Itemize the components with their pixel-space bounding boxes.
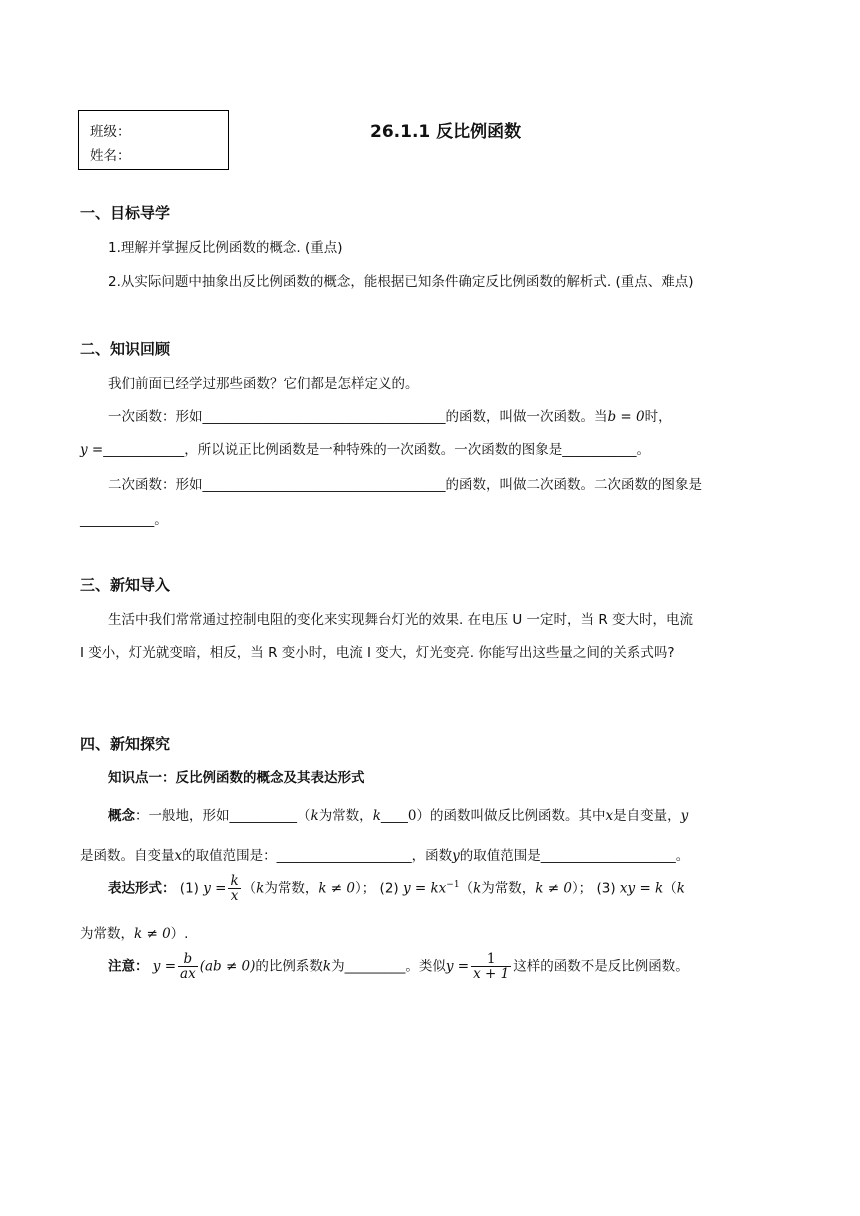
form-3-end: ）. — [170, 926, 189, 942]
quad-form-blank[interactable]: ____________________________________ — [202, 477, 446, 493]
concept-line-1 — [108, 804, 688, 824]
form-2-rhs: kx — [430, 880, 447, 897]
var-y: y — [680, 808, 689, 824]
form-3-number: (3) — [596, 880, 616, 897]
concept-text-g: 的取值范围是： — [182, 848, 277, 864]
var-k: k — [676, 880, 685, 897]
note-text-d: 。类似 — [405, 958, 446, 975]
linear-condition: b = 0 — [607, 409, 645, 425]
section4-heading: 四、新知探究 — [80, 735, 171, 753]
goal-item-1: 1.理解并掌握反比例函数的概念. (重点) — [108, 240, 343, 256]
k-not-zero: k ≠ 0 — [318, 880, 355, 897]
concept-text-c: 为常数， — [318, 808, 373, 824]
linear-function-line-2 — [80, 438, 650, 458]
section3-heading: 三、新知导入 — [80, 576, 171, 594]
fraction-denominator: x — [230, 888, 239, 905]
linear-text-a: 一次函数：形如 — [108, 409, 203, 425]
intro-paragraph-line-1: 生活中我们常常通过控制电阻的变化来实现舞台灯光的效果. 在电压 U 一定时，当 R 变大时，电流 — [108, 612, 694, 628]
section1-heading: 一、目标导学 — [80, 204, 171, 222]
note-fraction-2 — [471, 952, 511, 981]
quad-text-b: 的函数，叫做二次函数。二次函数的图象是 — [445, 477, 702, 493]
var-k: k — [256, 880, 265, 897]
note-y-eq-2: y = — [445, 958, 470, 975]
var-x: x — [174, 848, 183, 864]
zero: 0 — [407, 808, 417, 824]
y-equals: y = — [80, 442, 104, 458]
form-1-y-eq: y = — [203, 880, 227, 897]
goal-item-2: 2.从实际问题中抽象出反比例函数的概念，能根据已知条件确定反比例函数的解析式. (重点、难点) — [108, 274, 694, 290]
linear-text-c: 时， — [644, 409, 672, 425]
concept-label: 概念 — [108, 808, 135, 824]
coefficient-blank[interactable]: _________ — [344, 958, 406, 975]
expression-forms-line: 表达形式： (1) y = $\frac{k}{x}$ （k为常数，k ≠ 0）； (2) $y = kx^{-1}(k$为常数，k ≠ 0）； (3) xy = k（k — [108, 873, 685, 905]
note-y-eq: y = — [152, 958, 177, 975]
concept-form-blank[interactable]: __________ — [229, 808, 297, 824]
linear-graph-blank[interactable]: ___________ — [562, 442, 637, 458]
linear-function-line — [108, 405, 672, 425]
linear-text-b: 的函数，叫做一次函数。当 — [445, 409, 608, 425]
concept-text-i: 的取值范围是 — [459, 848, 541, 864]
knowledge-point-title: 知识点一：反比例函数的概念及其表达形式 — [108, 770, 365, 786]
note-condition: (ab ≠ 0) — [199, 958, 256, 975]
period: 。 — [636, 442, 650, 458]
var-k: k — [473, 880, 482, 897]
quadratic-function-line — [108, 473, 702, 493]
fraction-numerator: b — [178, 952, 198, 967]
form-1-number: (1) — [179, 880, 199, 897]
form-3-tail: 为常数， — [80, 926, 134, 942]
form-1-fraction — [228, 874, 240, 903]
name-label: 姓名： — [90, 148, 131, 164]
concept-relation-blank[interactable]: ____ — [380, 808, 408, 824]
y-value-blank[interactable]: ____________ — [103, 442, 185, 458]
note-label: 注意 — [108, 958, 135, 975]
k-not-zero: k ≠ 0 — [134, 926, 171, 942]
note-fraction — [178, 952, 198, 981]
var-y: y — [452, 848, 460, 864]
y-range-blank[interactable]: ____________________ — [540, 848, 676, 864]
concept-paren-open: （ — [297, 808, 311, 824]
concept-text-h: ，函数 — [411, 848, 453, 864]
concept-text-f: 是函数。自变量 — [80, 848, 175, 864]
var-k: k — [310, 808, 319, 824]
note-line — [108, 952, 689, 981]
note-text-c: 为 — [331, 958, 345, 975]
period: 。 — [154, 512, 168, 528]
intro-paragraph-line-2: I 变小，灯光就变暗，相反，当 R 变小时，电流 I 变大，灯光变亮. 你能写出这些量之间的关系式吗? — [80, 645, 675, 661]
page-title: 26.1.1 反比例函数 — [370, 122, 522, 142]
note-text-a: 的比例系数 — [255, 958, 323, 975]
expression-forms-line-2 — [80, 922, 188, 942]
k-const-text: 为常数， — [264, 880, 319, 897]
fraction-numerator: k — [230, 873, 239, 889]
form-2-exponent: −1 — [446, 880, 460, 891]
note-text-e: 这样的函数不是反比例函数。 — [513, 958, 689, 975]
linear-text-d: ，所以说正比例函数是一种特殊的一次函数。一次函数的图象是 — [184, 442, 563, 458]
colon: ： — [162, 880, 176, 897]
class-name-box — [78, 110, 229, 170]
expression-label: 表达形式 — [108, 880, 162, 897]
var-k: k — [372, 808, 381, 824]
concept-line-2 — [80, 844, 689, 864]
colon: ： — [135, 958, 149, 975]
fraction-denominator: x + 1 — [473, 966, 510, 983]
review-intro: 我们前面已经学过那些函数？它们都是怎样定义的。 — [108, 376, 419, 392]
form-2-number: (2) — [379, 880, 399, 897]
k-const-text: 为常数， — [481, 880, 536, 897]
concept-text-e: 是自变量， — [613, 808, 681, 824]
fraction-denominator: ax — [180, 966, 196, 983]
var-x: x — [605, 808, 614, 824]
concept-text-d: ）的函数叫做反比例函数。其中 — [416, 808, 606, 824]
quadratic-function-line-2 — [80, 508, 168, 528]
concept-text-a: ：一般地，形如 — [135, 808, 230, 824]
k-not-zero: k ≠ 0 — [535, 880, 572, 897]
form-3-equation: xy = k — [619, 880, 664, 897]
fraction-numerator: 1 — [471, 952, 511, 967]
x-range-blank[interactable]: ____________________ — [276, 848, 412, 864]
linear-form-blank[interactable]: ____________________________________ — [202, 409, 446, 425]
form-2-y-eq: y = — [402, 880, 427, 897]
section2-heading: 二、知识回顾 — [80, 340, 171, 358]
class-label: 班级： — [90, 124, 131, 140]
var-k: k — [322, 958, 332, 975]
period: 。 — [675, 848, 690, 864]
quad-graph-blank[interactable]: ___________ — [80, 512, 155, 528]
quad-text-a: 二次函数：形如 — [108, 477, 203, 493]
